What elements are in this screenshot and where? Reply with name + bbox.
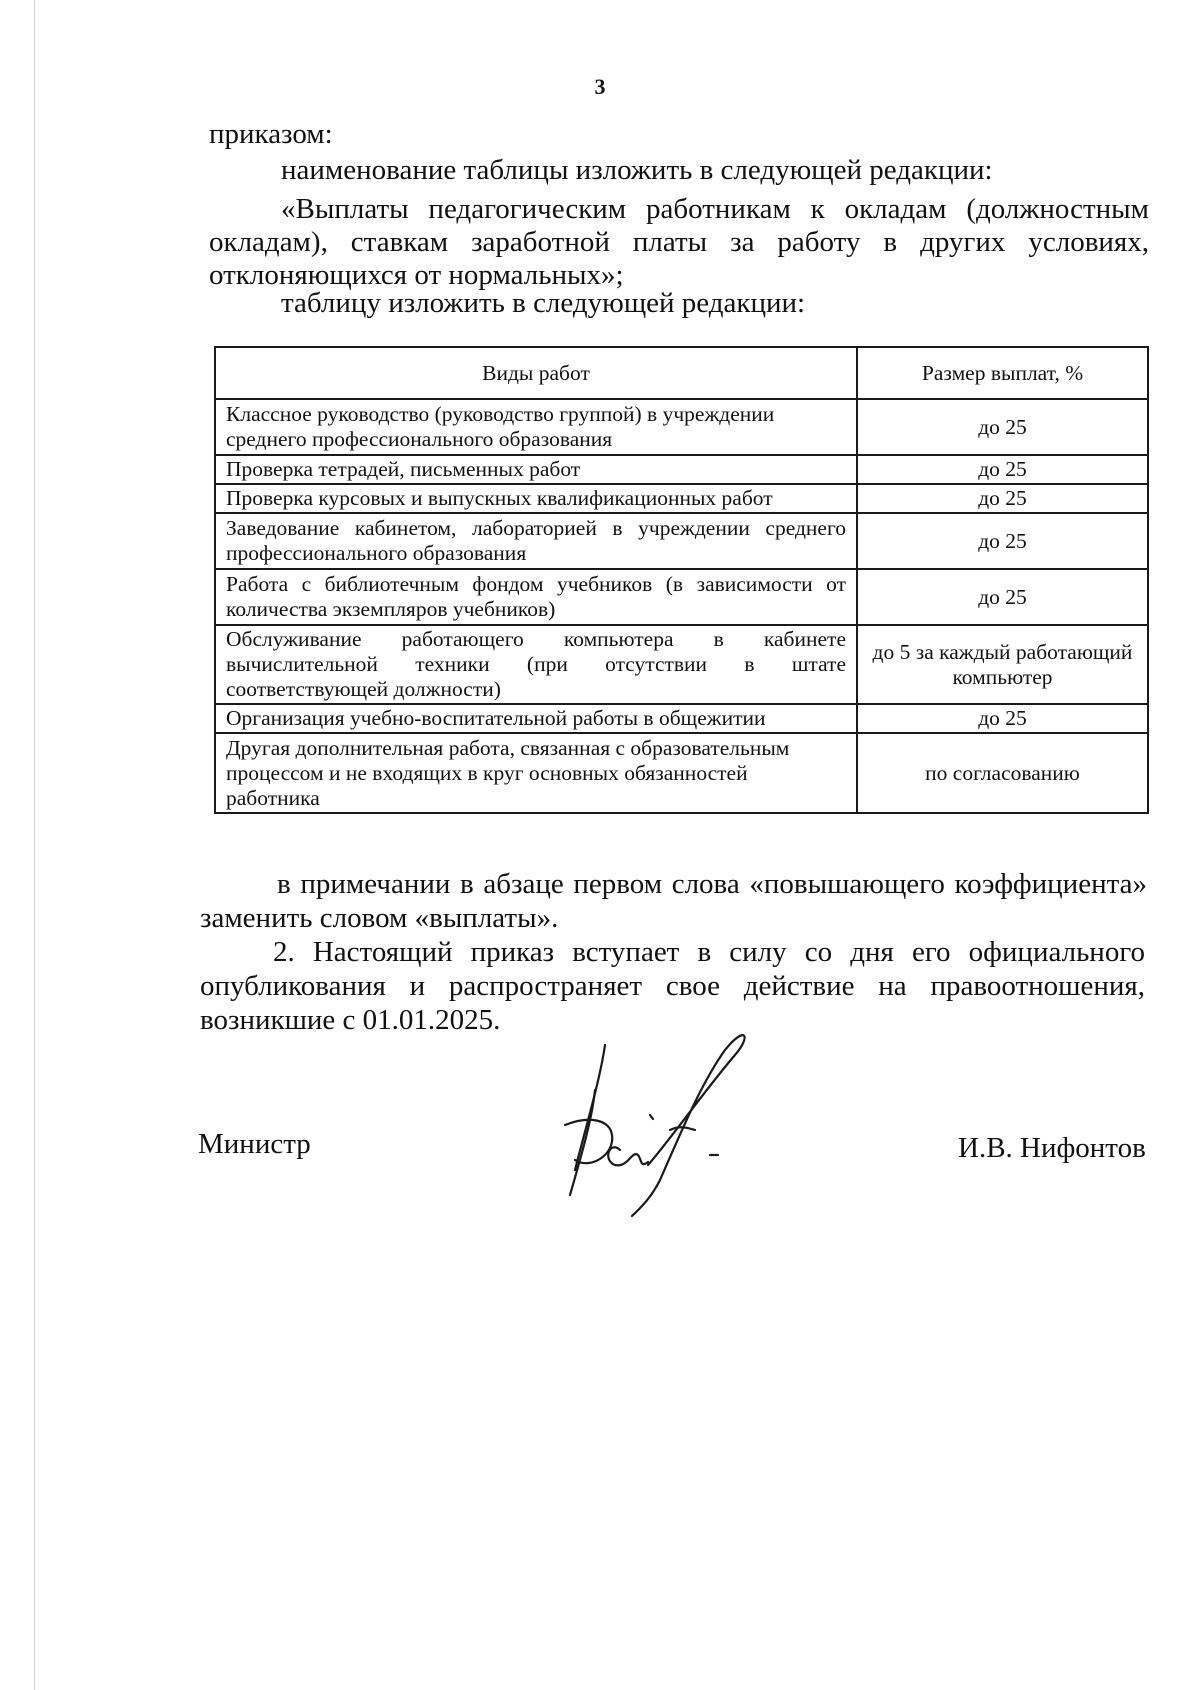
work-cell: Классное руководство (руководство группой) в учреждении среднего профессионального образования: [215, 399, 857, 455]
table-row: [215, 733, 1148, 813]
work-cell: Организация учебно-воспитательной работы в общежитии: [215, 704, 857, 733]
amount-cell: до 25: [857, 569, 1148, 625]
table-title-quote-first-line: «Выплаты педагогическим работникам к окладам (должностным: [281, 193, 1149, 225]
table-header-row: [215, 347, 1148, 399]
work-cell: Обслуживание работающего компьютера в кабинете вычислительной техники (при отсутствии в штате соответствующей должности): [215, 625, 857, 704]
amount-cell: до 25: [857, 399, 1148, 455]
scan-edge-line: [34, 0, 35, 1690]
table-row: [215, 513, 1148, 569]
amount-cell: до 5 за каждый работающий компьютер: [857, 625, 1148, 704]
clause2-line-1: 2. Настоящий приказ вступает в силу со дня его официального: [273, 936, 1145, 968]
table-row: [215, 399, 1148, 455]
table-row: [215, 455, 1148, 484]
signer-position: Министр: [198, 1128, 311, 1160]
work-cell: Работа с библиотечным фондом учебников (в зависимости от количества экземпляров учебников): [215, 569, 857, 625]
work-cell: Проверка тетрадей, письменных работ: [215, 455, 857, 484]
signer-name: И.В. Нифонтов: [958, 1132, 1146, 1164]
amount-cell: до 25: [857, 513, 1148, 569]
header-work-type: Виды работ: [215, 347, 857, 399]
amount-cell: до 25: [857, 704, 1148, 733]
table-row: [215, 569, 1148, 625]
clause2-line-3: возникшие с 01.01.2025.: [200, 1004, 501, 1036]
table-title-quote-rest: окладам), ставкам заработной платы за работу в других условиях, отклоняющихся от нормальных»;: [209, 226, 1149, 291]
page-number: 3: [594, 74, 606, 99]
note-line-1: в примечании в абзаце первом слова «повышающего коэффициента»: [277, 868, 1147, 900]
payments-table: [214, 346, 1149, 814]
work-cell: Другая дополнительная работа, связанная с образовательным процессом и не входящих в круг основных обязанностей работника: [215, 733, 857, 813]
intro-line-4: таблицу изложить в следующей редакции:: [281, 287, 806, 319]
note-line-2: заменить словом «выплаты».: [200, 902, 559, 934]
intro-line-1: приказом:: [209, 118, 333, 150]
amount-cell: до 25: [857, 484, 1148, 513]
intro-line-2: наименование таблицы изложить в следующей редакции:: [281, 154, 993, 186]
handwritten-signature: [520, 1020, 800, 1220]
table-row: [215, 704, 1148, 733]
amount-cell: по согласованию: [857, 733, 1148, 813]
table-row: [215, 484, 1148, 513]
work-cell: Проверка курсовых и выпускных квалификационных работ: [215, 484, 857, 513]
amount-cell: до 25: [857, 455, 1148, 484]
work-cell: Заведование кабинетом, лабораторией в учреждении среднего профессионального образования: [215, 513, 857, 569]
header-payment-size: Размер выплат, %: [857, 347, 1148, 399]
table-row: [215, 625, 1148, 704]
clause2-line-2: опубликования и распространяет свое действие на правоотношения,: [200, 970, 1145, 1002]
